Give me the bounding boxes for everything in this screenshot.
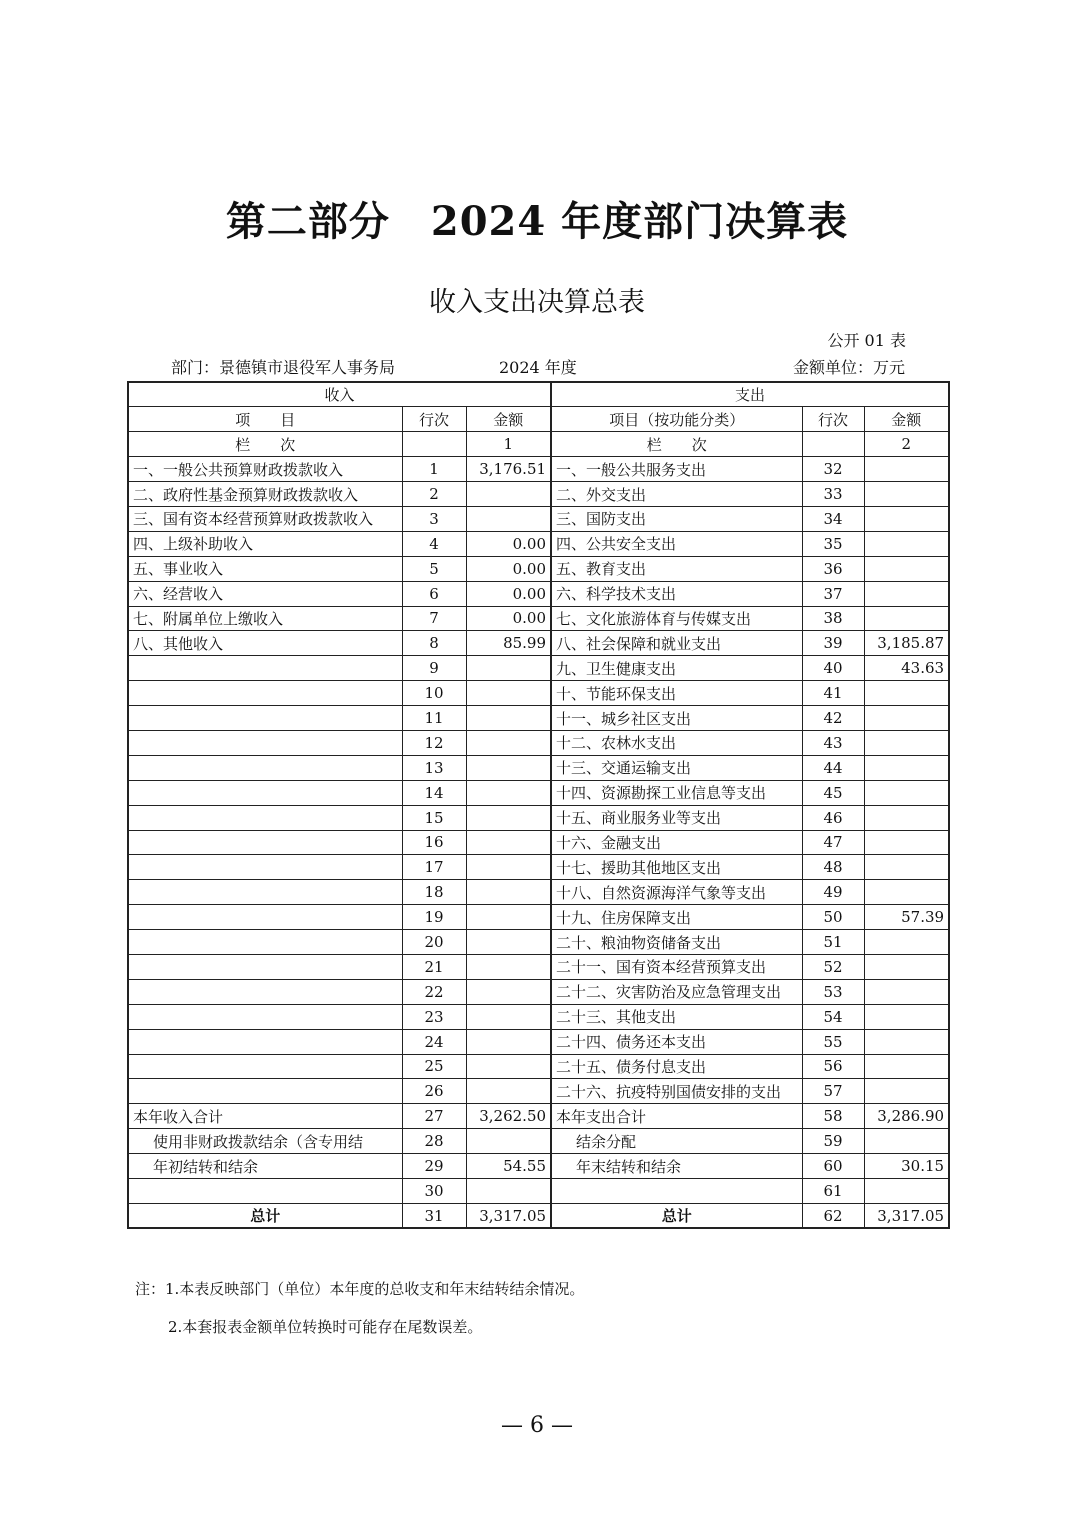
expense-line-cell: 45	[802, 780, 864, 805]
income-item-cell: 六、经营收入	[128, 581, 402, 606]
income-item-cell	[128, 880, 402, 905]
income-amount-cell	[466, 656, 551, 681]
income-amount-cell	[466, 1129, 551, 1154]
expense-amount-cell	[864, 1079, 949, 1104]
table-row	[128, 1029, 949, 1054]
income-item-cell	[128, 681, 402, 706]
part-title: 第二部分 2024 年度部门决算表	[225, 198, 849, 245]
expense-amount-cell	[864, 855, 949, 880]
expense-line-cell: 35	[802, 531, 864, 556]
expense-item-cell: 十一、城乡社区支出	[551, 706, 802, 731]
table-row	[128, 1054, 949, 1079]
expense-amount-cell: 57.39	[864, 905, 949, 930]
expense-amount-cell	[864, 979, 949, 1004]
income-line-cell: 10	[402, 681, 466, 706]
income-line-blank	[402, 432, 466, 457]
income-line-cell: 1	[402, 457, 466, 482]
income-amount-cell	[466, 905, 551, 930]
income-item-cell	[128, 755, 402, 780]
table-row	[128, 830, 949, 855]
income-amount-cell	[466, 730, 551, 755]
income-line-cell: 17	[402, 855, 466, 880]
income-amount-cell	[466, 930, 551, 955]
income-item-cell	[128, 805, 402, 830]
expense-item-cell: 十六、金融支出	[551, 830, 802, 855]
table-row	[128, 780, 949, 805]
table-row	[128, 855, 949, 880]
expense-amount-cell: 43.63	[864, 656, 949, 681]
table-row	[128, 581, 949, 606]
expense-item-cell: 二十一、国有资本经营预算支出	[551, 954, 802, 979]
income-amount-cell: 0.00	[466, 606, 551, 631]
expense-amount-cell	[864, 930, 949, 955]
expense-line-cell: 41	[802, 681, 864, 706]
income-amount-header: 金额	[466, 407, 551, 432]
income-amount-cell	[466, 880, 551, 905]
expense-line-cell: 62	[802, 1203, 864, 1228]
income-line-cell: 8	[402, 631, 466, 656]
meta-row	[127, 355, 905, 377]
expense-amount-cell	[864, 706, 949, 731]
income-line-cell: 18	[402, 880, 466, 905]
expense-item-cell: 二十五、债务付息支出	[551, 1054, 802, 1079]
expense-item-cell: 二、外交支出	[551, 482, 802, 507]
expense-item-cell: 十七、援助其他地区支出	[551, 855, 802, 880]
table-row	[128, 506, 949, 531]
income-column-number: 1	[466, 432, 551, 457]
income-amount-cell: 54.55	[466, 1154, 551, 1179]
table-code: 公开 01 表	[827, 331, 906, 350]
income-item-cell	[128, 780, 402, 805]
note-1: 注：1.本表反映部门（单位）本年度的总收支和年末结转结余情况。	[135, 1280, 585, 1298]
expense-amount-cell	[864, 730, 949, 755]
income-amount-cell	[466, 979, 551, 1004]
income-amount-cell	[466, 805, 551, 830]
income-item-cell: 五、事业收入	[128, 556, 402, 581]
expense-item-cell: 十二、农林水支出	[551, 730, 802, 755]
year-label: 2024 年度	[499, 358, 577, 377]
expense-item-cell: 十九、住房保障支出	[551, 905, 802, 930]
expense-item-cell: 总计	[551, 1203, 802, 1228]
income-item-cell: 一、一般公共预算财政拨款收入	[128, 457, 402, 482]
income-expense-table	[127, 381, 950, 1229]
income-line-cell: 30	[402, 1179, 466, 1204]
expense-line-cell: 56	[802, 1054, 864, 1079]
expense-amount-cell	[864, 780, 949, 805]
expense-item-cell: 一、一般公共服务支出	[551, 457, 802, 482]
unit-label: 金额单位：万元	[792, 358, 905, 377]
income-item-cell	[128, 1004, 402, 1029]
income-amount-cell	[466, 1079, 551, 1104]
income-amount-cell: 0.00	[466, 556, 551, 581]
expense-line-cell: 58	[802, 1104, 864, 1129]
table-row	[128, 606, 949, 631]
income-item-cell	[128, 706, 402, 731]
page-number: — 6 —	[501, 1413, 573, 1438]
table-row	[128, 930, 949, 955]
expense-item-cell: 九、卫生健康支出	[551, 656, 802, 681]
expense-amount-cell	[864, 1029, 949, 1054]
expense-item-cell: 二十二、灾害防治及应急管理支出	[551, 979, 802, 1004]
expense-item-cell	[551, 1179, 802, 1204]
table-row	[128, 1154, 949, 1179]
income-item-cell	[128, 930, 402, 955]
expense-column-label: 栏 次	[551, 432, 802, 457]
income-item-cell	[128, 656, 402, 681]
expense-item-cell: 十三、交通运输支出	[551, 755, 802, 780]
table-row	[128, 954, 949, 979]
expense-line-cell: 55	[802, 1029, 864, 1054]
expense-line-cell: 43	[802, 730, 864, 755]
expense-amount-cell	[864, 954, 949, 979]
income-line-cell: 28	[402, 1129, 466, 1154]
expense-item-cell: 二十三、其他支出	[551, 1004, 802, 1029]
expense-amount-cell	[864, 805, 949, 830]
expense-column-number: 2	[864, 432, 949, 457]
income-line-cell: 12	[402, 730, 466, 755]
expense-line-cell: 48	[802, 855, 864, 880]
income-amount-cell: 85.99	[466, 631, 551, 656]
table-title: 收入支出决算总表	[429, 287, 645, 318]
income-item-cell	[128, 1054, 402, 1079]
expense-amount-cell	[864, 506, 949, 531]
income-item-cell	[128, 830, 402, 855]
expense-line-cell: 60	[802, 1154, 864, 1179]
income-line-cell: 5	[402, 556, 466, 581]
expense-amount-cell	[864, 1004, 949, 1029]
expense-line-cell: 46	[802, 805, 864, 830]
income-line-cell: 7	[402, 606, 466, 631]
expense-amount-cell: 30.15	[864, 1154, 949, 1179]
income-amount-cell	[466, 681, 551, 706]
expense-line-cell: 49	[802, 880, 864, 905]
table-row	[128, 531, 949, 556]
income-amount-cell	[466, 1004, 551, 1029]
income-line-cell: 15	[402, 805, 466, 830]
income-amount-cell	[466, 780, 551, 805]
income-amount-cell: 0.00	[466, 531, 551, 556]
header-row-columns	[128, 407, 949, 432]
expense-amount-cell	[864, 1179, 949, 1204]
income-item-cell: 本年收入合计	[128, 1104, 402, 1129]
income-amount-cell	[466, 954, 551, 979]
expense-amount-cell	[864, 830, 949, 855]
income-amount-cell: 0.00	[466, 581, 551, 606]
expense-line-cell: 42	[802, 706, 864, 731]
income-amount-cell: 3,262.50	[466, 1104, 551, 1129]
expense-line-cell: 61	[802, 1179, 864, 1204]
expense-amount-cell	[864, 606, 949, 631]
income-amount-cell	[466, 506, 551, 531]
expense-amount-cell	[864, 581, 949, 606]
table-row	[128, 631, 949, 656]
expense-amount-cell	[864, 556, 949, 581]
income-item-header: 项 目	[128, 407, 402, 432]
expense-amount-cell	[864, 1129, 949, 1154]
table-row	[128, 755, 949, 780]
income-line-cell: 21	[402, 954, 466, 979]
income-item-cell: 四、上级补助收入	[128, 531, 402, 556]
income-amount-cell	[466, 1054, 551, 1079]
income-item-cell: 使用非财政拨款结余（含专用结	[128, 1129, 402, 1154]
income-item-cell	[128, 1179, 402, 1204]
expense-line-cell: 34	[802, 506, 864, 531]
expense-amount-cell: 3,286.90	[864, 1104, 949, 1129]
income-line-cell: 25	[402, 1054, 466, 1079]
income-amount-cell	[466, 1029, 551, 1054]
table-row	[128, 1179, 949, 1204]
income-item-cell	[128, 905, 402, 930]
expense-line-cell: 36	[802, 556, 864, 581]
table-row	[128, 979, 949, 1004]
expense-item-cell: 七、文化旅游体育与传媒支出	[551, 606, 802, 631]
table-row	[128, 556, 949, 581]
income-item-cell: 总计	[128, 1203, 402, 1228]
income-line-cell: 16	[402, 830, 466, 855]
expense-section-header: 支出	[551, 382, 949, 407]
income-amount-cell: 3,317.05	[466, 1203, 551, 1228]
expense-line-cell: 39	[802, 631, 864, 656]
expense-item-cell: 本年支出合计	[551, 1104, 802, 1129]
expense-line-cell: 50	[802, 905, 864, 930]
income-item-cell: 八、其他收入	[128, 631, 402, 656]
income-amount-cell	[466, 706, 551, 731]
table-row	[128, 1129, 949, 1154]
expense-line-blank	[802, 432, 864, 457]
income-amount-cell	[466, 755, 551, 780]
income-item-cell	[128, 855, 402, 880]
expense-line-cell: 59	[802, 1129, 864, 1154]
expense-line-cell: 53	[802, 979, 864, 1004]
expense-line-cell: 52	[802, 954, 864, 979]
income-line-cell: 27	[402, 1104, 466, 1129]
expense-line-cell: 32	[802, 457, 864, 482]
income-line-cell: 4	[402, 531, 466, 556]
income-amount-cell	[466, 482, 551, 507]
income-line-cell: 26	[402, 1079, 466, 1104]
income-item-cell: 三、国有资本经营预算财政拨款收入	[128, 506, 402, 531]
expense-item-cell: 二十、粮油物资储备支出	[551, 930, 802, 955]
income-amount-cell	[466, 855, 551, 880]
income-line-cell: 3	[402, 506, 466, 531]
income-item-cell	[128, 730, 402, 755]
expense-amount-cell	[864, 880, 949, 905]
income-amount-cell	[466, 830, 551, 855]
expense-line-cell: 54	[802, 1004, 864, 1029]
expense-item-cell: 八、社会保障和就业支出	[551, 631, 802, 656]
income-line-cell: 31	[402, 1203, 466, 1228]
expense-item-cell: 三、国防支出	[551, 506, 802, 531]
note-2: 2.本套报表金额单位转换时可能存在尾数误差。	[168, 1318, 483, 1336]
income-line-cell: 23	[402, 1004, 466, 1029]
income-line-cell: 20	[402, 930, 466, 955]
income-line-cell: 11	[402, 706, 466, 731]
table-row	[128, 482, 949, 507]
expense-item-cell: 十八、自然资源海洋气象等支出	[551, 880, 802, 905]
table-row	[128, 880, 949, 905]
income-line-cell: 13	[402, 755, 466, 780]
table-row	[128, 1203, 949, 1228]
income-line-cell: 6	[402, 581, 466, 606]
expense-amount-cell	[864, 1054, 949, 1079]
header-row-sections	[128, 382, 949, 407]
expense-amount-cell: 3,317.05	[864, 1203, 949, 1228]
expense-amount-cell	[864, 681, 949, 706]
expense-item-cell: 二十四、债务还本支出	[551, 1029, 802, 1054]
expense-amount-header: 金额	[864, 407, 949, 432]
expense-line-cell: 40	[802, 656, 864, 681]
table-row	[128, 1079, 949, 1104]
table-row	[128, 656, 949, 681]
expense-line-cell: 33	[802, 482, 864, 507]
income-item-cell: 二、政府性基金预算财政拨款收入	[128, 482, 402, 507]
expense-line-cell: 37	[802, 581, 864, 606]
expense-item-cell: 十五、商业服务业等支出	[551, 805, 802, 830]
table-row	[128, 730, 949, 755]
header-row-column-index	[128, 432, 949, 457]
expense-line-cell: 47	[802, 830, 864, 855]
table-row	[128, 1004, 949, 1029]
income-amount-cell: 3,176.51	[466, 457, 551, 482]
income-item-cell	[128, 954, 402, 979]
income-item-cell	[128, 1029, 402, 1054]
income-line-cell: 19	[402, 905, 466, 930]
income-line-cell: 24	[402, 1029, 466, 1054]
expense-item-cell: 六、科学技术支出	[551, 581, 802, 606]
expense-item-cell: 四、公共安全支出	[551, 531, 802, 556]
expense-amount-cell	[864, 755, 949, 780]
income-amount-cell	[466, 1179, 551, 1204]
income-line-header: 行次	[402, 407, 466, 432]
table-row	[128, 706, 949, 731]
expense-amount-cell	[864, 531, 949, 556]
income-item-cell: 七、附属单位上缴收入	[128, 606, 402, 631]
income-line-cell: 22	[402, 979, 466, 1004]
income-line-cell: 2	[402, 482, 466, 507]
expense-line-cell: 38	[802, 606, 864, 631]
expense-line-cell: 51	[802, 930, 864, 955]
table-row	[128, 1104, 949, 1129]
department-label: 部门：景德镇市退役军人事务局	[171, 358, 396, 377]
income-line-cell: 29	[402, 1154, 466, 1179]
expense-line-cell: 57	[802, 1079, 864, 1104]
expense-item-cell: 年末结转和结余	[551, 1154, 802, 1179]
expense-item-cell: 五、教育支出	[551, 556, 802, 581]
income-item-cell	[128, 979, 402, 1004]
table-row	[128, 905, 949, 930]
table-row	[128, 457, 949, 482]
income-line-cell: 14	[402, 780, 466, 805]
income-section-header: 收入	[128, 382, 551, 407]
expense-amount-cell	[864, 457, 949, 482]
expense-item-header: 项目（按功能分类）	[551, 407, 802, 432]
expense-item-cell: 十四、资源勘探工业信息等支出	[551, 780, 802, 805]
table-row	[128, 805, 949, 830]
income-item-cell	[128, 1079, 402, 1104]
expense-amount-cell	[864, 482, 949, 507]
income-item-cell: 年初结转和结余	[128, 1154, 402, 1179]
income-column-label: 栏 次	[128, 432, 402, 457]
expense-item-cell: 二十六、抗疫特别国债安排的支出	[551, 1079, 802, 1104]
income-line-cell: 9	[402, 656, 466, 681]
expense-amount-cell: 3,185.87	[864, 631, 949, 656]
expense-line-cell: 44	[802, 755, 864, 780]
expense-item-cell: 结余分配	[551, 1129, 802, 1154]
table-row	[128, 681, 949, 706]
expense-line-header: 行次	[802, 407, 864, 432]
expense-item-cell: 十、节能环保支出	[551, 681, 802, 706]
